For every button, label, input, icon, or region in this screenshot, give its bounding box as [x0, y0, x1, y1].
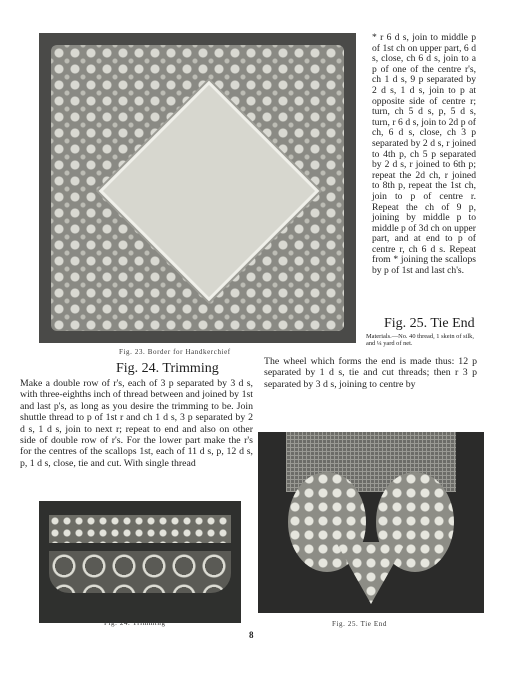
fig24-instructions: Make a double row of r's, each of 3 p separated by 3 d s, with three-eighths inch of thread between and joined by 1st and last p's, as long as you desire the trimming to be. Join shuttle thread to p of 1st r and ch 1 d s, 3 p separated by 2 d s, 1 d s, join to next r; repeat to end and also on other side of double row of r's. For the lower part make the r's for the centres of the scallops 1st, each of 11 d s, p, 12 d s, p, 1 d s, close, tie and cut. With single thread	[20, 378, 253, 469]
lace-point	[336, 542, 406, 604]
fig25-caption: Fig. 25. Tie End	[332, 620, 387, 628]
fig25-heading: Fig. 25. Tie End	[384, 316, 475, 331]
page-number: 8	[249, 630, 254, 640]
fig24-heading: Fig. 24. Trimming	[116, 361, 219, 376]
fig23-handkerchief-photo	[39, 33, 356, 343]
wheel-instructions: The wheel which forms the end is made thus: 12 p separated by 1 d s, tie and cut threads; then r 3 p separated by 3 d s, joining to centre by	[264, 356, 477, 390]
trimming-upper-band	[49, 515, 231, 543]
fig23-caption: Fig. 23. Border for Handkerchief	[119, 348, 231, 356]
trimming-scallop-band	[49, 551, 231, 593]
right-column-text: * r 6 d s, join to middle p of 1st ch on upper part, 6 d s, close, ch 6 d s, join to a p of one of the centre r's, ch 1 d s, 9 p separated by 2 d s, 1 d s, join to p at opposite side of centre r; turn, ch 5 d s, p, 5 d s, turn, r 6 d s, join to 2d p of ch, 6 d s, close, ch 3 p separated by 2 d s, r joined to 4th p, ch 5 p separated by 2 d s, r joined to 6th p; repeat the 2d ch, r joined to 8th p, repeat the 1st ch, join to p of centre r. Repeat the ch of 9 p, joining by middle p to middle p of 3d ch on upper part, and at end to p of centre r, ch 6 d s. Repeat from * joining the scallops by p of 1st and last ch's.	[372, 32, 476, 277]
fig24-caption: Fig. 24. Trimming	[104, 619, 166, 627]
fig25-tie-end-photo	[258, 432, 484, 613]
fig24-trimming-photo	[39, 501, 241, 623]
fig25-materials: Materials.—No. 40 thread, 1 skein of silk, and ¼ yard of net.	[366, 333, 474, 348]
